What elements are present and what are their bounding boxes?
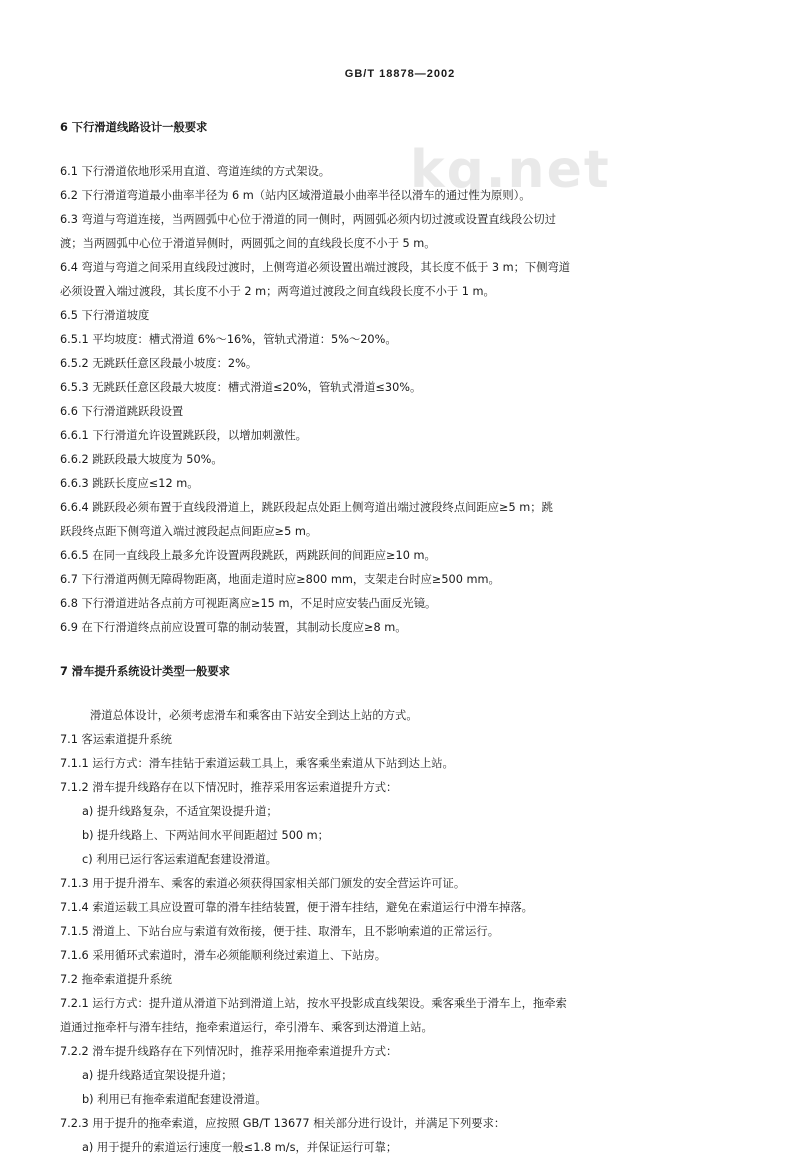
text-line: 6.6.4 跳跃段必须布置于直线段滑道上，跳跃段起点处距上侧弯道出端过渡段终点间距应≥5 m；跳 <box>60 501 553 514</box>
text-line: a) 用于提升的索道运行速度一般≤1.8 m/s，并保证运行可靠； <box>82 1141 398 1154</box>
text-line: a) 提升线路适宜架设提升道； <box>82 1069 233 1082</box>
text-line: 6.3 弯道与弯道连接，当两圆弧中心位于滑道的同一侧时，两圆弧必须内切过渡或设置直线段公切过 <box>60 213 557 226</box>
text-line: 6.5 下行滑道坡度 <box>60 309 150 322</box>
section-heading: 7 滑车提升系统设计类型一般要求 <box>60 665 230 678</box>
text-line: 6.4 弯道与弯道之间采用直线段过渡时，上侧弯道必须设置出端过渡段，其长度不低于 3 m；下侧弯道 <box>60 261 571 274</box>
text-line: a) 提升线路复杂，不适宜架设提升道； <box>82 805 278 818</box>
text-line: 渡；当两圆弧中心位于滑道异侧时，两圆弧之间的直线段长度不小于 5 m。 <box>60 237 436 250</box>
text-line: 6.5.1 平均坡度：槽式滑道 6%～16%，管轨式滑道：5%～20%。 <box>60 333 397 346</box>
text-line: 必须设置入端过渡段，其长度不小于 2 m；两弯道过渡段之间直线段长度不小于 1 m。 <box>60 285 495 298</box>
text-line: 6.5.3 无跳跃任意区段最大坡度：槽式滑道≤20%，管轨式滑道≤30%。 <box>60 381 422 394</box>
text-line: 6.6.2 跳跃段最大坡度为 50%。 <box>60 453 223 466</box>
text-line: 跃段终点距下侧弯道入端过渡段起点间距应≥5 m。 <box>60 525 318 538</box>
watermark: kq.net <box>410 140 611 200</box>
text-line: 6.2 下行滑道弯道最小曲率半径为 6 m（站内区域滑道最小曲率半径以滑车的通过性为原则）。 <box>60 189 531 202</box>
text-line: 7.1.4 索道运载工具应设置可靠的滑车挂结装置，便于滑车挂结，避免在索道运行中滑车掉落。 <box>60 901 533 914</box>
blank-line <box>60 644 750 664</box>
text-line: 6.6.1 下行滑道允许设置跳跃段，以增加刺激性。 <box>60 429 307 442</box>
page-header: GB/T 18878—2002 <box>344 68 456 80</box>
text-line: b) 提升线路上、下两站间水平间距超过 500 m； <box>82 829 329 842</box>
text-line: 7.2.1 运行方式：提升道从滑道下站到滑道上站，按水平投影成直线架设。乘客乘坐于滑车上，拖牵索 <box>60 997 567 1010</box>
text-line: b) 利用已有拖牵索道配套建设滑道。 <box>82 1093 267 1106</box>
text-line: 7.1.6 采用循环式索道时，滑车必须能顺利绕过索道上、下站房。 <box>60 949 387 962</box>
text-line: 7.2.2 滑车提升线路存在下列情况时，推荐采用拖牵索道提升方式： <box>60 1045 398 1058</box>
text-line: 6.6.5 在同一直线段上最多允许设置两段跳跃，两跳跃间的间距应≥10 m。 <box>60 549 436 562</box>
text-line: 7.1.3 用于提升滑车、乘客的索道必须获得国家相关部门颁发的安全营运许可证。 <box>60 877 466 890</box>
text-line: 7.1.5 滑道上、下站台应与索道有效衔接，便于挂、取滑车，且不影响索道的正常运行。 <box>60 925 500 938</box>
document-body <box>60 120 750 1164</box>
text-line: 6.1 下行滑道依地形采用直道、弯道连续的方式架设。 <box>60 165 331 178</box>
text-line: 道通过拖牵杆与滑车挂结，拖牵索道运行，牵引滑车、乘客到达滑道上站。 <box>60 1021 433 1034</box>
text-line: 7.2 拖牵索道提升系统 <box>60 973 172 986</box>
section-heading: 6 下行滑道线路设计一般要求 <box>60 121 208 134</box>
text-line: 6.7 下行滑道两侧无障碍物距离，地面走道时应≥800 mm，支架走台时应≥500 mm。 <box>60 573 500 586</box>
text-line: 7.1.1 运行方式：滑车挂钻于索道运载工具上，乘客乘坐索道从下站到达上站。 <box>60 757 454 770</box>
text-line: c) 利用已运行客运索道配套建设滑道。 <box>82 853 277 866</box>
text-line: 6.8 下行滑道进站各点前方可视距离应≥15 m，不足时应安装凸面反光镜。 <box>60 597 437 610</box>
text-line: 6.5.2 无跳跃任意区段最小坡度：2%。 <box>60 357 258 370</box>
text-line: 7.2.3 用于提升的拖牵索道，应按照 GB/T 13677 相关部分进行设计，并满足下列要求： <box>60 1117 506 1130</box>
text-line: 滑道总体设计，必须考虑滑车和乘客由下站安全到达上站的方式。 <box>90 709 418 722</box>
text-line: 6.6 下行滑道跳跃段设置 <box>60 405 184 418</box>
text-line: 7.1 客运索道提升系统 <box>60 733 172 746</box>
blank-line <box>60 144 750 164</box>
text-line: 6.6.3 跳跃长度应≤12 m。 <box>60 477 199 490</box>
text-line: 7.1.2 滑车提升线路存在以下情况时，推荐采用客运索道提升方式： <box>60 781 398 794</box>
text-line: 6.9 在下行滑道终点前应设置可靠的制动装置，其制动长度应≥8 m。 <box>60 621 407 634</box>
blank-line <box>60 688 750 708</box>
